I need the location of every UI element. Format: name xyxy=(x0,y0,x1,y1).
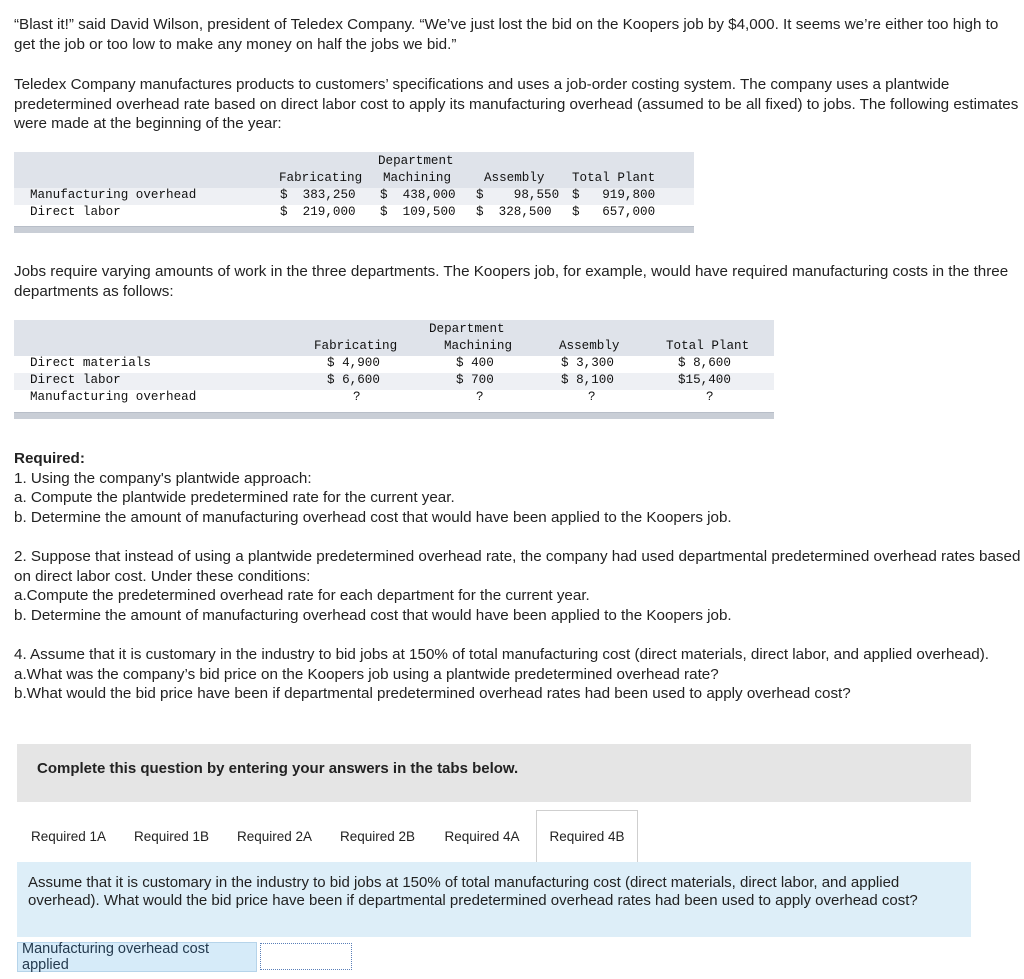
required-line: b. Determine the amount of manufacturing overhead cost that would have been applied to the Koopers job. xyxy=(14,606,732,624)
row-label: Direct materials xyxy=(30,356,151,370)
row-label: Direct labor xyxy=(30,373,121,387)
column-header: Total Plant xyxy=(572,171,656,185)
overhead-applied-input[interactable] xyxy=(260,943,352,970)
tab-required-4b[interactable]: Required 4B xyxy=(536,810,638,862)
tab-required-2a[interactable]: Required 2A xyxy=(223,811,326,861)
instructions-text: Complete this question by entering your answers in the tabs below. xyxy=(37,760,519,777)
column-header: Assembly xyxy=(559,339,620,353)
instructions-bar xyxy=(17,744,971,802)
table-cell: $ 328,500 xyxy=(476,205,552,219)
estimates-table xyxy=(14,152,694,234)
required-line: b.What would the bid price have been if departmental predetermined overhead rates had been used to apply overhead cost? xyxy=(14,685,851,703)
table-cell: ? xyxy=(588,390,596,404)
table-cell: $ 400 xyxy=(456,356,494,370)
table-cell: $ 6,600 xyxy=(327,373,380,387)
table-cell: $ 109,500 xyxy=(380,205,456,219)
tab-required-1a[interactable]: Required 1A xyxy=(17,811,120,861)
intro-paragraph: “Blast it!” said David Wilson, president of Teledex Company. “We’ve just lost the bid on the Koopers job by $4,000. It seems we’re either too high to get the job or too low to make any money on half the jobs we bid.” xyxy=(14,16,999,53)
table-cell: $ 219,000 xyxy=(280,205,356,219)
required-line: a.What was the company’s bid price on the Koopers job using a plantwide predetermined overhead rate? xyxy=(14,665,719,683)
question-panel xyxy=(17,862,971,937)
table-cell: $ 657,000 xyxy=(572,205,656,219)
column-header: Fabricating xyxy=(314,339,398,353)
tab-bar xyxy=(17,811,971,862)
answer-row xyxy=(17,942,353,972)
tab-required-1b[interactable]: Required 1B xyxy=(120,811,223,861)
table-bottom-rule xyxy=(14,412,774,419)
department-group-header: Department xyxy=(429,322,505,336)
answer-label: Manufacturing overhead cost applied xyxy=(17,942,257,972)
required-line: b. Determine the amount of manufacturing overhead cost that would have been applied to the Koopers job. xyxy=(14,508,732,526)
column-header: Total Plant xyxy=(666,339,750,353)
table-cell: $ 3,300 xyxy=(561,356,614,370)
row-label: Direct labor xyxy=(30,205,121,219)
table-cell: $ 383,250 xyxy=(280,188,356,202)
department-group-header: Department xyxy=(378,154,454,168)
table-cell: $ 8,600 xyxy=(678,356,731,370)
column-header: Assembly xyxy=(484,171,545,185)
koopers-job-description: Jobs require varying amounts of work in the three departments. The Koopers job, for example, would have required manufacturing costs in the three departments as follows: xyxy=(14,263,1009,300)
required-line: 1. Using the company's plantwide approach: xyxy=(14,469,312,487)
question-text: Assume that it is customary in the industry to bid jobs at 150% of total manufacturing cost (direct materials, direct labor, and applied overhead). What would the bid price have been if departmental predetermined overhead rates had been used to apply overhead cost? xyxy=(28,874,918,909)
table-cell: ? xyxy=(706,390,714,404)
table-cell: ? xyxy=(353,390,361,404)
required-section xyxy=(14,449,1022,704)
required-line: a. Compute the plantwide predetermined rate for the current year. xyxy=(14,489,455,507)
table-cell: $ 700 xyxy=(456,373,494,387)
table-cell: $ 438,000 xyxy=(380,188,456,202)
company-description: Teledex Company manufactures products to customers’ specifications and uses a job-order costing system. The company uses a plantwide predetermined overhead rate based on direct labor cost to apply its manufacturing overhead (assumed to be all fixed) to jobs. The following estimates were made at the beginning of the year: xyxy=(14,76,1019,133)
required-heading: Required: xyxy=(14,450,85,467)
koopers-cost-table xyxy=(14,320,774,420)
column-header: Machining xyxy=(383,171,452,185)
table-cell: $15,400 xyxy=(678,373,731,387)
row-label: Manufacturing overhead xyxy=(30,188,197,202)
table-cell: $ 98,550 xyxy=(476,188,560,202)
required-line: 2. Suppose that instead of using a plantwide predetermined overhead rate, the company had used departmental predetermined overhead rates based on direct labor cost. Under these conditions: xyxy=(14,547,1021,585)
tab-required-4a[interactable]: Required 4A xyxy=(429,811,535,861)
required-line: a.Compute the predetermined overhead rate for each department for the current year. xyxy=(14,587,590,605)
table-bottom-rule xyxy=(14,226,694,233)
table-cell: ? xyxy=(476,390,484,404)
tab-required-2b[interactable]: Required 2B xyxy=(326,811,429,861)
required-line: 4. Assume that it is customary in the industry to bid jobs at 150% of total manufacturing cost (direct materials, direct labor, and applied overhead). xyxy=(14,645,990,663)
column-header: Fabricating xyxy=(279,171,363,185)
table-cell: $ 4,900 xyxy=(327,356,380,370)
table-cell: $ 919,800 xyxy=(572,188,656,202)
column-header: Machining xyxy=(444,339,513,353)
table-cell: $ 8,100 xyxy=(561,373,614,387)
row-label: Manufacturing overhead xyxy=(30,390,197,404)
